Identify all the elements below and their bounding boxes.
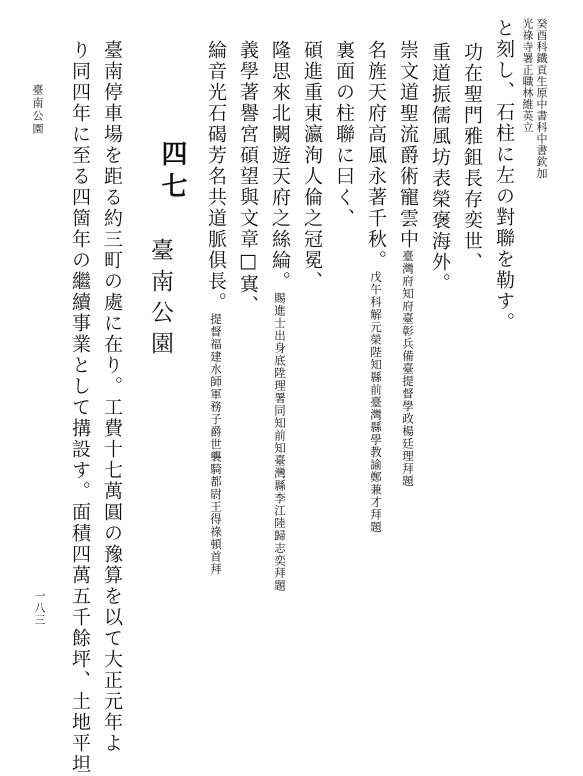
couplet-line: 綸音光石碣芳名共道脈俱長。: [205, 40, 227, 313]
couplet-signature: 戊午科解元榮陛知縣前臺灣縣學教諭鄭兼才拜題: [369, 271, 383, 534]
body-column-8: [270, 40, 289, 592]
page-number: 一八三: [33, 590, 46, 626]
body-column-10: [206, 40, 225, 576]
body-column-6: 裏面の柱聯に曰く、: [333, 40, 355, 229]
couplet-line: 崇文道聖流爵術寵雲中: [397, 40, 419, 250]
body-column-2: 功在聖門雅鉏長存奕世、: [461, 42, 483, 273]
body-column-9: 義學著譽宮碩望與文章□寘、: [237, 40, 259, 316]
body-column-11: 臺南停車場を距る約三町の處に在り。工費十七萬圓の豫算を以て大正元年よ: [101, 40, 123, 754]
author-note-1: 癸酉科鐡貢生原中書科中書欽加: [535, 18, 548, 179]
couplet-signature: 提督福建水師軍務子爵世襲騎都尉王得祿頓首拜: [209, 313, 223, 576]
running-head: 臺南公園: [31, 84, 44, 136]
body-column-5: [366, 40, 385, 534]
couplet-line: 隆思來北闕遊天府之絲綸。: [269, 40, 291, 292]
section-title: 臺南公園: [147, 238, 173, 362]
body-column-1: と刻し、石柱に左の對聯を勒す。: [493, 18, 515, 333]
body-column-7: 碩進重東瀛洵人倫之冠冕、: [301, 40, 323, 292]
couplet-signature: 賜進士出身底陞理署同知前知臺灣縣李江陸歸志奕拜題: [273, 292, 287, 592]
body-column-4: [398, 40, 417, 488]
body-column-3: 重道振儒風坊表榮褒海外。: [429, 42, 451, 294]
author-note-2: 光祿寺署正職林維英立: [521, 18, 534, 133]
couplet-signature: 臺灣府知府臺彰兵備臺提督學政楊廷理拜題: [401, 250, 415, 488]
body-column-12: り同四年に至る四箇年の繼續事業として搆設す。面積四萬五千餘坪、土地平坦: [69, 40, 91, 775]
section-number: 四七: [157, 140, 187, 204]
couplet-line: 名旌天府高風永著千秋。: [365, 40, 387, 271]
